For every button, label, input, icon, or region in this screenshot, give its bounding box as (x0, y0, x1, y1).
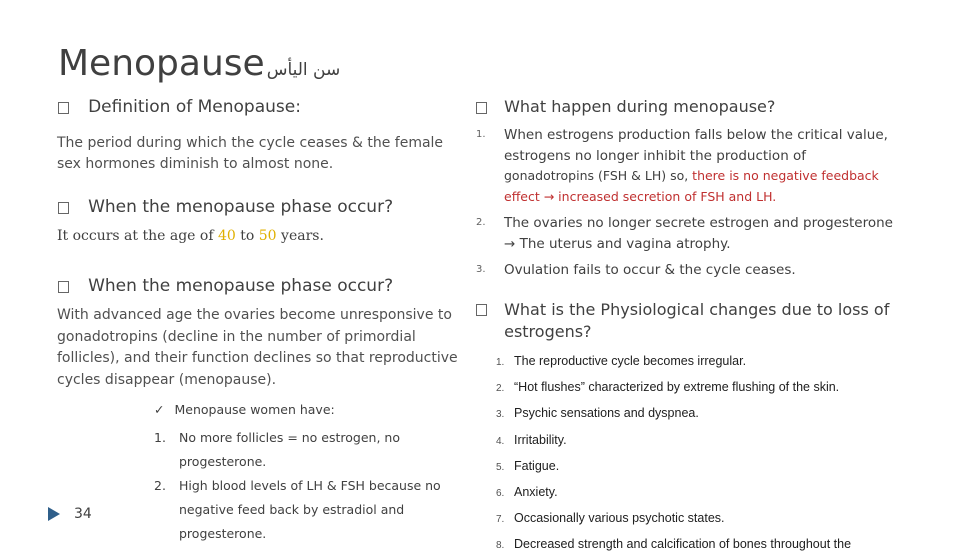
square-bullet-icon (58, 102, 69, 114)
women-have-row (154, 402, 335, 417)
when2-heading: When the menopause phase occur? (88, 276, 394, 296)
list-item-text: Decreased strength and calcification of bones throughout the (514, 537, 852, 552)
title-arabic: سن اليأس (266, 60, 341, 80)
list-item-text: Ovulation fails to occur & the cycle ceases. (504, 262, 796, 278)
changes-heading (504, 299, 889, 343)
women-have-label: Menopause women have: (174, 402, 335, 417)
list-item (476, 213, 916, 254)
changes-heading-line: What is the Physiological changes due to loss of (504, 300, 890, 319)
when1-text-after: years. (276, 228, 324, 244)
happen-heading-row (476, 97, 775, 116)
page-number: 34 (74, 506, 92, 522)
list-item (496, 454, 851, 480)
list-item-text: → The uterus and vagina atrophy. (504, 235, 731, 252)
square-bullet-icon (476, 304, 487, 316)
age-end: 50 (258, 228, 277, 244)
list-item (476, 125, 916, 207)
list-item (496, 401, 851, 427)
happen-list (476, 125, 916, 281)
when1-text (57, 228, 324, 244)
list-item-number: 5. (496, 461, 505, 473)
age-start: 40 (217, 228, 236, 244)
list-item-number: 8. (496, 540, 505, 552)
list-item-number: 1. (496, 357, 505, 368)
list-item-text: estrogens no longer inhibit the production of (504, 147, 807, 164)
list-item-text: Occasionally various psychotic states. (514, 511, 725, 526)
list-item (496, 506, 851, 532)
check-icon: ✓ (154, 402, 165, 417)
list-item-number: 2. (476, 217, 486, 228)
list-item (496, 532, 851, 558)
list-item-number: 1. (476, 129, 486, 140)
definition-heading: Definition of Menopause: (88, 97, 301, 117)
square-bullet-icon (58, 202, 69, 214)
play-triangle-icon (48, 507, 60, 521)
list-item (476, 260, 916, 281)
list-item-text: High blood levels of LH & FSH because no (179, 478, 441, 493)
list-item-text: Psychic sensations and dyspnea. (514, 406, 699, 421)
list-item (154, 426, 441, 450)
when2-heading-row (58, 276, 393, 296)
list-item-text: Irritability. (514, 432, 567, 447)
highlight-text: effect → increased secretion of FSH and LH. (504, 188, 777, 204)
list-item-number: 4. (496, 435, 505, 447)
changes-list (496, 349, 851, 559)
changes-heading-row (476, 299, 916, 343)
list-item-text: Anxiety. (514, 485, 558, 500)
title-main: Menopause (58, 43, 265, 84)
list-item-text: gonadotropins (FSH & LH) so, (504, 168, 693, 183)
list-item-number: 2. (496, 383, 505, 395)
list-item (496, 428, 851, 454)
list-item-text: “Hot flushes” characterized by extreme flushing of the skin. (514, 380, 840, 395)
list-item (496, 375, 851, 401)
list-item (154, 474, 441, 498)
list-item-number: 7. (496, 514, 505, 526)
list-item-number: 2. (154, 478, 166, 493)
changes-heading-line: estrogens? (504, 322, 592, 341)
list-item-text: The ovaries no longer secrete estrogen and progesterone (504, 215, 893, 231)
women-have-list (154, 426, 441, 546)
when1-text-mid: to (235, 228, 259, 244)
square-bullet-icon (476, 102, 487, 114)
definition-text: The period during which the cycle ceases & the female sex hormones diminish to almost none. (57, 135, 444, 172)
when1-text-before: It occurs at the age of (57, 228, 218, 244)
page-title (58, 43, 341, 84)
when1-heading: When the menopause phase occur? (88, 197, 394, 217)
list-item-text: When estrogens production falls below the critical value, (504, 127, 888, 143)
list-item-text: The reproductive cycle becomes irregular. (514, 354, 747, 368)
list-item-number: 3. (476, 264, 486, 275)
highlight-text: there is no negative feedback (692, 168, 879, 183)
list-item-text: progesterone. (179, 526, 267, 541)
list-item-text: progesterone. (179, 454, 267, 469)
list-item-number: 6. (496, 488, 505, 500)
list-item-text: negative feed back by estradiol and (179, 502, 405, 517)
definition-heading-row (58, 97, 301, 117)
list-item-number: 3. (496, 409, 505, 421)
list-item (496, 480, 851, 506)
list-item-text: No more follicles = no estrogen, no (179, 430, 400, 445)
list-item (496, 349, 851, 375)
square-bullet-icon (58, 281, 69, 293)
when2-text: With advanced age the ovaries become unresponsive to gonadotropins (decline in the number of primordial follicles), and their function declines so that reproductive cycles disappear (menopause). (57, 307, 458, 388)
list-item-number: 1. (154, 430, 166, 445)
list-item-text: Fatigue. (514, 458, 560, 473)
when1-heading-row (58, 197, 393, 217)
happen-heading: What happen during menopause? (504, 97, 776, 116)
